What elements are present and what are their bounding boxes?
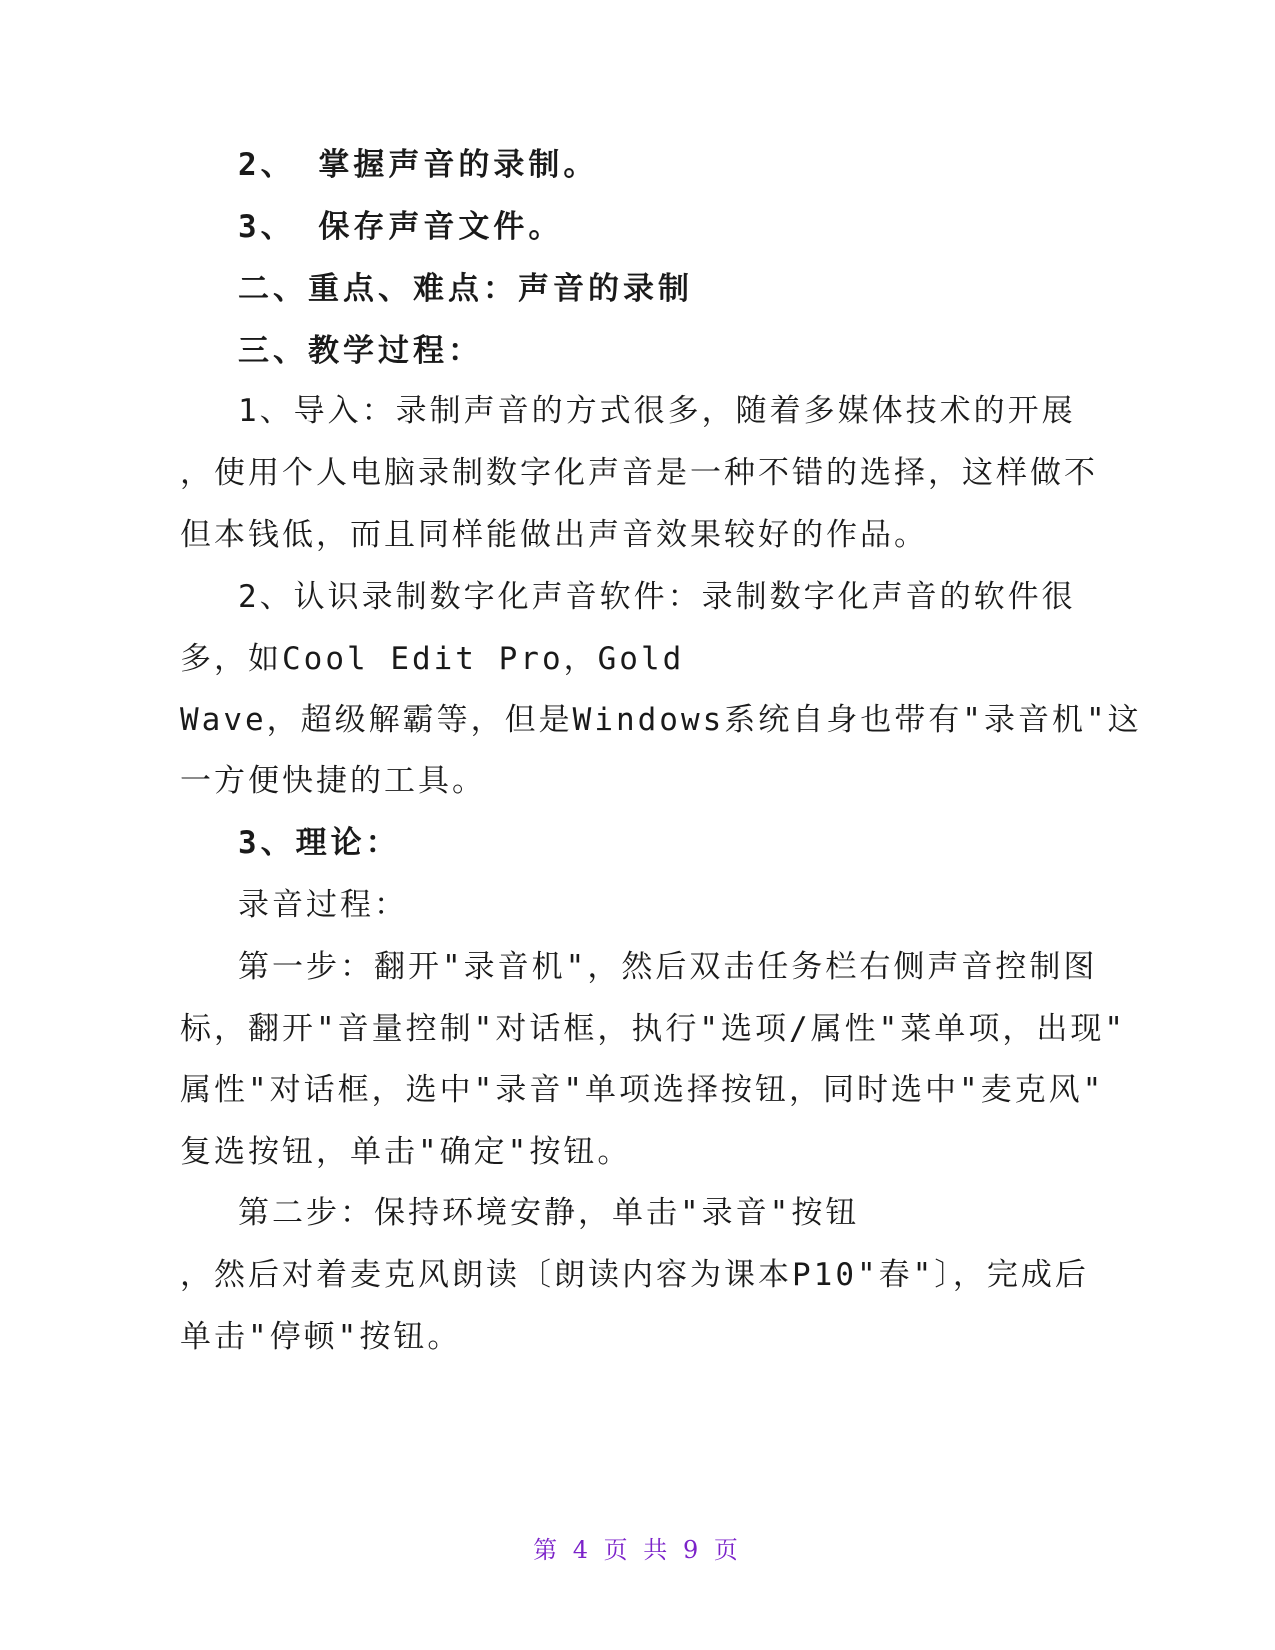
paragraph-intro-line-3: 但本钱低，而且同样能做出声音效果较好的作品。 — [180, 517, 928, 553]
step-2-line-3: 单击"停顿"按钮。 — [180, 1319, 462, 1355]
paragraph-intro-line-1: 1、导入：录制声音的方式很多，随着多媒体技术的开展 — [238, 393, 1076, 429]
step-1-line-2: 标，翻开"音量控制"对话框，执行"选项/属性"菜单项，出现" — [180, 1011, 1126, 1047]
section-process-heading: 三、教学过程： — [238, 333, 483, 369]
step-2-line-2: ，然后对着麦克风朗读〔朗读内容为课本P10"春"〕，完成后 — [180, 1257, 1089, 1293]
paragraph-software-line-3: Wave，超级解霸等，但是Windows系统自身也带有"录音机"这 — [180, 702, 1142, 738]
step-2-line-1: 第二步：保持环境安静，单击"录音"按钮 — [238, 1195, 860, 1231]
page-number-footer: 第 4 页 共 9 页 — [533, 1536, 742, 1564]
step-1-line-3: 属性"对话框，选中"录音"单项选择按钮，同时选中"麦克风" — [180, 1072, 1105, 1108]
objective-3: 3、 保存声音文件。 — [238, 209, 564, 245]
section-key-points-heading: 二、重点、难点：声音的录制 — [238, 271, 693, 307]
step-1-line-4: 复选按钮，单击"确定"按钮。 — [180, 1134, 632, 1170]
step-1-line-1: 第一步：翻开"录音机"，然后双击任务栏右侧声音控制图 — [238, 949, 1098, 985]
paragraph-software-line-2: 多，如Cool Edit Pro，Gold — [180, 641, 685, 677]
paragraph-software-line-4: 一方便快捷的工具。 — [180, 763, 486, 799]
paragraph-intro-line-2: ，使用个人电脑录制数字化声音是一种不错的选择，这样做不 — [180, 455, 1098, 491]
paragraph-software-line-1: 2、认识录制数字化声音软件：录制数字化声音的软件很 — [238, 579, 1076, 615]
objective-2: 2、 掌握声音的录制。 — [238, 147, 599, 183]
section-theory-heading: 3、理论： — [238, 825, 401, 861]
recording-process-label: 录音过程： — [238, 887, 408, 923]
